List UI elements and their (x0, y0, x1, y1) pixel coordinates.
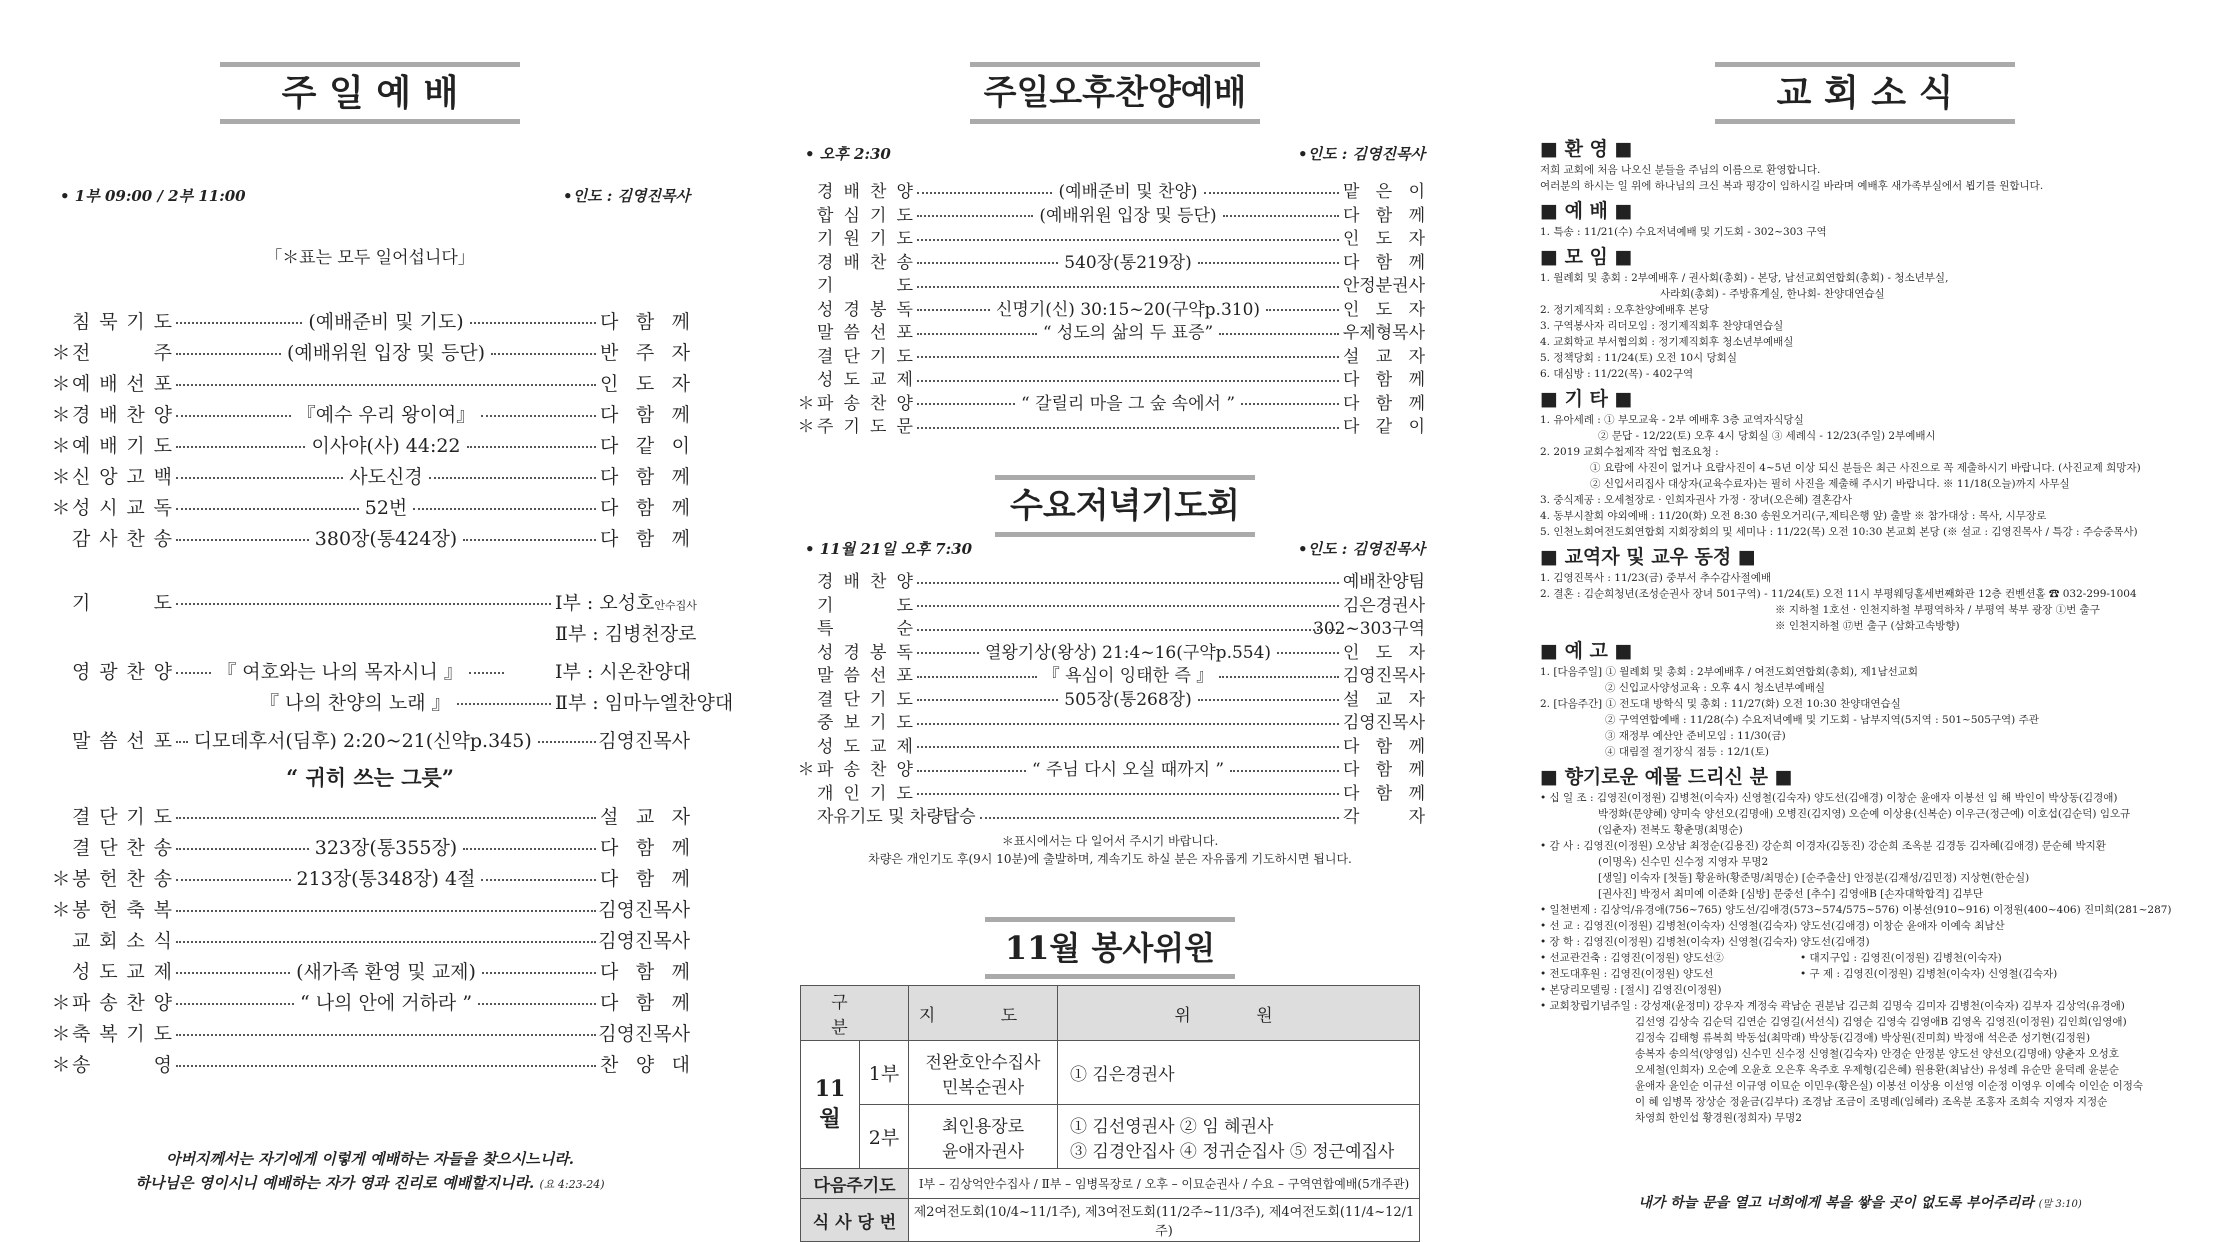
news-line: [생일] 이숙자 [첫돌] 황윤하(황준명/최명순) [순주출산] 안정분(김재성/김민정) 지상현(한순실) (1598, 872, 2030, 884)
order-item (795, 568, 1425, 591)
order-detail: “ 갈릴리 마을 그 숲 속에서 ” (1020, 393, 1236, 414)
order-person: 다 함 께 (1343, 205, 1425, 226)
order-detail: “ 주님 다시 오실 때까지 ” (1031, 760, 1225, 780)
order-item (50, 924, 690, 954)
order-name: 예 배 선 포 (72, 372, 172, 395)
order-name: 성 시 교 독 (72, 496, 172, 519)
section-offerings: ■ 향기로운 예물 드리신 분 ■ (1540, 766, 1793, 788)
order-person: 설 교 자 (600, 805, 690, 828)
order-name: 주 기 도 문 (817, 417, 913, 437)
order-person: 다 함 께 (1343, 252, 1425, 273)
order-name: 기 도 (817, 276, 913, 296)
news-line: 5. 정책당회 : 11/24(토) 오전 10시 당회실 (1540, 352, 1737, 364)
meal-duty-value: 제2여전도회(10/4~11/1주), 제3여전도회(11/2주~11/3주), 제4여전도회(11/4~12/1주) (909, 1199, 1420, 1242)
order-item (50, 522, 690, 552)
order-name: 기 도 (817, 595, 913, 616)
news-line: ※ 지하철 1호선 · 인천지하철 부평역하차 / 부평역 북부 광장 ①번 출구 (1775, 604, 2100, 616)
order-detail: “ 나의 안에 거하라 ” (299, 991, 473, 1014)
news-line: 3. 중식제공 : 오세철장로 · 인희자권사 가정 · 장녀(오은혜) 결혼감사 (1540, 494, 1853, 506)
closing-verse: 내가 하늘 문을 열고 너희에게 복을 쌓을 곳이 없도록 부어주리라 (말 3:10) (1638, 1195, 2082, 1211)
news-line: • 일천번제 : 김상억/유경애(756~765) 양도선/김애경(573~574/575~576) 이봉선(910~916) 이정원(400~406) 진미희(281~287) (1540, 904, 2172, 916)
part-2: 2부 (860, 1105, 909, 1169)
section-welcome: ■ 환 영 ■ (1540, 138, 1633, 160)
stand-marker: ＊ (51, 991, 71, 1014)
order-name: 자유기도 및 차량탑승 (817, 807, 976, 827)
news-line: 김정숙 김태형 류복희 박동섭(최막래) 박상동(김경애) 박상원(진미희) 박정애 석은준 성기현(김정원) (1635, 1032, 2091, 1044)
news-line: 윤애자 윤인순 이규선 이규영 이묘순 이민우(황은실) 이봉선 이상용 이선영 이순정 이영우 이예숙 이인순 이정숙 (1635, 1080, 2144, 1092)
order-item (795, 249, 1425, 272)
news-line: 1. 월례회 및 총회 : 2부예배후 / 권사회(총회) - 본당, 남선교회연합회(총회) - 청소년부실, (1540, 272, 1949, 284)
stand-marker: ＊ (51, 465, 71, 488)
order-name: 봉 헌 찬 송 (72, 867, 172, 890)
order-item (50, 831, 690, 861)
news-line: 오세철(인희자) 오순예 오윤호 오은후 옥주호 우제형(김은혜) 원용환(최남산) 유성례 유순만 윤덕례 윤분순 (1635, 1064, 2119, 1076)
news-line: 2. [다음주간] ① 전도대 방학식 및 총회 : 11/27(화) 오전 10:30 찬양대연습실 (1540, 698, 1901, 710)
order-name: 결 단 기 도 (72, 805, 172, 828)
order-person: 다 함 께 (600, 496, 690, 519)
order-item (50, 336, 690, 366)
order-item (50, 305, 690, 335)
news-line: 사라회(총회) - 주방휴게실, 한나회- 찬양대연습실 (1660, 288, 1885, 300)
wednesday-note-2: 차량은 개인기도 후(9시 10분)에 출발하며, 계속기도 하실 분은 자유롭게 기도하시면 됩니다. (868, 852, 1352, 866)
order-detail: 505장(통268장) (1064, 689, 1192, 710)
order-detail: “ 성도의 삶의 두 표증” (1042, 323, 1214, 343)
worship-leader: •인도 : 김영진목사 (563, 187, 690, 205)
news-line: 1. 김영진목사 : 11/23(금) 중부서 추수감사절예배 (1540, 572, 1771, 584)
praise-1: 『 여호와는 나의 목자시니 』 (217, 660, 463, 683)
column-sunday-worship (50, 0, 734, 1240)
wednesday-leader: •인도 : 김영진목사 (1298, 540, 1425, 558)
order-person: 다 함 께 (1343, 393, 1425, 414)
order-person: 다 함 께 (600, 991, 690, 1014)
news-line: 송복자 송의석(양영임) 신수민 신수정 신영철(김숙자) 안경순 안정분 양도선 양선오(김명애) 양춘자 오성호 (1635, 1048, 2119, 1060)
order-name: 성 경 봉 독 (817, 642, 913, 663)
order-item-praise-2 (50, 686, 734, 716)
prayer-1-title: 안수집사 (654, 598, 697, 612)
stand-marker: ＊ (51, 403, 71, 426)
order-name: 말 씀 선 포 (817, 323, 913, 343)
order-item-praise (50, 655, 690, 685)
order-item-prayer-2 (50, 617, 697, 647)
news-line: 4. 교회학교 부서협의회 : 정기제직회후 청소년부예배실 (1540, 336, 1794, 348)
order-item-sermon (50, 724, 690, 754)
meal-duty-label: 식 사 당 번 (801, 1199, 909, 1242)
order-item (50, 1048, 690, 1078)
order-name: 경 배 찬 양 (817, 182, 913, 202)
wednesday-time: • 11월 21일 오후 7:30 (805, 540, 973, 558)
part-1-members: ① 김은경권사 (1058, 1041, 1420, 1105)
order-name: 영 광 찬 양 (72, 660, 172, 683)
news-line: 5. 인천노회여전도회연합회 지회장회의 및 세미나 : 11/22(목) 오전 10:30 본교회 본당 (※ 설교 : 김영진목사 / 특강 : 주승중목사) (1540, 526, 2138, 538)
news-line: [권사진] 박정서 최미예 이준화 [심방] 문중선 [추수] 김영애B [손자대학합격] 김부단 (1598, 888, 1983, 900)
order-name: 파 송 찬 양 (817, 393, 913, 414)
order-person: 다 함 께 (1343, 783, 1425, 804)
order-person: 인 도 자 (600, 372, 690, 395)
news-line: • 교회창립기념주일 : 강성재(윤정미) 강우자 계정숙 곽남순 권분남 김근희 김명숙 김미자 김병천(이숙자) 김부자 김상억(유경애) (1540, 1000, 2125, 1012)
news-line: 1. 특송 : 11/21(수) 수요저녁예배 및 기도회 - 302~303 구역 (1540, 226, 1827, 238)
order-name: 감 사 찬 송 (72, 527, 172, 550)
order-name: 성 도 교 제 (817, 736, 913, 757)
news-line: 2. 정기제직회 : 오후찬양예배후 본당 (1540, 304, 1709, 316)
order-item (795, 803, 1425, 826)
order-item (795, 592, 1425, 615)
order-detail: (새가족 환영 및 교제) (296, 960, 476, 983)
order-item (795, 319, 1425, 342)
next-week-prayer-label: 다음주기도 (801, 1169, 909, 1199)
order-item (795, 662, 1425, 685)
order-person: 다 함 께 (600, 960, 690, 983)
order-name: 개 인 기 도 (817, 783, 913, 804)
afternoon-leader: •인도 : 김영진목사 (1298, 145, 1425, 163)
order-person: 안정분권사 (1342, 276, 1425, 296)
order-name: 축 복 기 도 (72, 1022, 172, 1045)
news-line: 여러분의 하시는 일 위에 하나님의 크신 복과 평강이 임하시길 바라며 예배후 새가족부실에서 뵙기를 원합니다. (1540, 180, 2044, 192)
news-line: 저희 교회에 처음 나오신 분들을 주님의 이름으로 환영합니다. (1540, 164, 1821, 176)
order-person: 인 도 자 (1343, 642, 1425, 663)
order-name: 말 씀 선 포 (817, 666, 913, 686)
news-line: 6. 대심방 : 11/22(목) - 402구역 (1540, 368, 1694, 380)
section-pastor-news: ■ 교역자 및 교우 동정 ■ (1540, 546, 1756, 568)
order-name: 합 심 기 도 (817, 205, 913, 226)
order-name: 성 도 교 제 (817, 370, 913, 390)
order-name: 경 배 찬 양 (72, 403, 172, 426)
order-item (795, 272, 1425, 295)
order-person: 인 도 자 (1343, 229, 1425, 249)
order-item (50, 460, 690, 490)
church-news-title: 교 회 소 식 (1715, 62, 2015, 124)
order-person: 다 같 이 (600, 434, 690, 457)
prayer-2: Ⅱ부 : 김병천장로 (555, 622, 697, 645)
part-1-leaders: 전완호안수집사 민복순권사 (909, 1041, 1058, 1105)
order-detail: 213장(통348장) 4절 (296, 867, 476, 890)
afternoon-worship-title: 주일오후찬양예배 (970, 62, 1260, 124)
verse-line-1: 아버지께서는 자기에게 이렇게 예배하는 자들을 찾으시느니라. (165, 1150, 575, 1168)
order-person: 찬 양 대 (600, 1053, 690, 1076)
order-person: 다 함 께 (1343, 370, 1425, 390)
table-header-category: 구 분 (801, 986, 909, 1041)
order-item (50, 986, 690, 1016)
news-line: • 선 교 : 김영진(이정원) 김병천(이숙자) 신영철(김숙자) 양도선(김애경) 이창순 윤애자 이예숙 최남산 (1540, 920, 2005, 932)
order-item (50, 862, 690, 892)
order-person: 김영진목사 (598, 898, 690, 921)
news-line: • 전도대후원 : 김영진(이정원) 양도선 • 구 제 : 김영진(이정원) 김병천(이숙자) 신영철(김숙자) (1540, 968, 2058, 980)
order-name: 전 주 (72, 341, 172, 364)
news-line: ② 구역연합예배 : 11/28(수) 수요저녁예배 및 기도회 - 남부지역(5지역 : 501~505구역) 주관 (1605, 714, 2039, 726)
order-item (795, 390, 1425, 413)
stand-marker: ＊ (797, 417, 815, 437)
order-name: 교 회 소 식 (72, 929, 172, 952)
table-header-leader: 지 도 (909, 986, 1058, 1041)
news-line: 3. 구역봉사자 리더모임 : 정기제직회후 찬양대연습실 (1540, 320, 1784, 332)
order-person: 예배찬양팀 (1342, 572, 1425, 592)
order-detail: 사도신경 (349, 465, 423, 488)
order-detail: 323장(통355장) (314, 836, 458, 859)
order-person: 김영진목사 (598, 929, 690, 952)
news-line: 1. 유아세례 : ① 부모교육 - 2부 예배후 3층 교역자식당실 (1540, 414, 1804, 426)
order-person: 302~303구역 (1313, 619, 1425, 639)
order-detail: 이사야(사) 44:22 (311, 434, 461, 457)
worship-time: • 1부 09:00 / 2부 11:00 (60, 187, 246, 205)
part-1: 1부 (860, 1041, 909, 1105)
stand-marker: ＊ (51, 1053, 71, 1076)
order-person: 다 함 께 (600, 867, 690, 890)
news-line: ② 신입서리집사 대상자(교육수료자)는 필히 사진을 제출해 주시기 바랍니다. ※ 11/18(오늘)까지 사무실 (1590, 478, 2070, 490)
order-detail: (예배위원 입장 및 등단) (1039, 205, 1217, 226)
order-name: 송 영 (72, 1053, 172, 1076)
order-person: 김영진목사 (598, 1022, 690, 1045)
wednesday-prayer-title: 수요저녁기도회 (995, 475, 1255, 537)
order-detail: 『 욕심이 잉태한 즉 』 (1042, 666, 1214, 686)
order-name: 말 씀 선 포 (72, 729, 172, 752)
order-item (795, 296, 1425, 319)
order-person: 다 같 이 (1343, 417, 1425, 437)
order-item (795, 178, 1425, 201)
order-item (50, 367, 690, 397)
news-line: ③ 재정부 예산안 준비모임 : 11/30(금) (1605, 730, 1786, 742)
verse-ref: (요 4:23-24) (539, 1178, 605, 1191)
order-person: 인 도 자 (1343, 299, 1425, 320)
order-name: 파 송 찬 양 (817, 760, 913, 780)
order-person: 설 교 자 (1343, 346, 1425, 367)
order-name: 기 도 (72, 591, 172, 614)
month-cell: 11월 (801, 1041, 860, 1169)
order-item-prayer (50, 586, 697, 616)
order-item (50, 1017, 690, 1047)
news-line: 4. 동부시찰회 야외예배 : 11/20(화) 오전 8:30 송원오거리(구,제티은행 앞) 출발 ※ 참가대상 : 목사, 시무장로 (1540, 510, 2047, 522)
stand-marker: ＊ (51, 496, 71, 519)
news-line: • 장 학 : 김영진(이정원) 김병천(이숙자) 신영철(김숙자) 양도선(김애경) (1540, 936, 1870, 948)
section-notice: ■ 예 고 ■ (1540, 640, 1633, 662)
stand-marker: ＊ (51, 867, 71, 890)
order-detail: 신명기(신) 30:15~20(구약p.310) (995, 299, 1261, 320)
order-item (50, 429, 690, 459)
praise-2-choir: Ⅱ부 : 임마누엘찬양대 (555, 691, 734, 714)
sermon-title: “ 귀히 쓰는 그릇” (286, 765, 454, 790)
order-item (50, 893, 690, 923)
wednesday-note-1: ＊표시에서는 다 일어서 주시기 바랍니다. (1001, 834, 1219, 848)
news-line: • 선교관건축 : 김영진(이정원) 양도선② • 대지구입 : 김영진(이정원) 김병천(이숙자) (1540, 952, 2002, 964)
news-line: • 십 일 조 : 김영진(이정원) 김병천(이숙자) 신영철(김숙자) 양도선(김애경) 이창순 윤애자 이봉선 임 해 박인이 박상동(김경애) (1540, 792, 2118, 804)
order-item (50, 800, 690, 830)
order-name: 파 송 찬 양 (72, 991, 172, 1014)
news-line: 1. [다음주일] ① 월례회 및 총회 : 2부예배후 / 여전도회연합회(총회), 제1남선교회 (1540, 666, 1919, 678)
order-person: 다 함 께 (600, 527, 690, 550)
order-name: 경 배 찬 송 (817, 252, 913, 273)
order-item (795, 366, 1425, 389)
order-item (50, 491, 690, 521)
order-detail: 52번 (364, 496, 408, 519)
news-line: ④ 대림절 절기장식 점등 : 12/1(토) (1605, 746, 1769, 758)
order-person: 김은경권사 (1342, 595, 1425, 616)
order-item (50, 398, 690, 428)
order-name: 성 경 봉 독 (817, 299, 913, 320)
section-meetings: ■ 모 임 ■ (1540, 246, 1633, 268)
order-name: 결 단 기 도 (817, 689, 913, 710)
order-item (795, 225, 1425, 248)
news-line: ② 문답 - 12/22(토) 오후 4시 당회실 ③ 세례식 - 12/23(주일) 2부예배시 (1598, 430, 1936, 442)
stand-marker: ＊ (797, 393, 815, 414)
order-detail: 380장(통424장) (314, 527, 458, 550)
news-line: 김선영 김상숙 김순덕 김연순 김영길(서선식) 김영순 김영숙 김영애B 김영옥 김영진(이정원) 김인희(임영애) (1635, 1016, 2127, 1028)
afternoon-time: • 오후 2:30 (805, 145, 891, 163)
praise-1-choir: Ⅰ부 : 시온찬양대 (555, 660, 692, 683)
order-person: 다 함 께 (600, 310, 690, 333)
order-person: 다 함 께 (1343, 760, 1425, 780)
praise-2: 『 나의 찬양의 노래 』 (260, 691, 451, 714)
news-line: ① 요람에 사진이 없거나 요람사진이 4~5년 이상 되신 분들은 최근 사진으로 꼭 제출하시기 바랍니다. (사진교제 희망자) (1590, 462, 2141, 474)
stand-marker: ＊ (51, 341, 71, 364)
order-detail: 『예수 우리 왕이여』 (296, 403, 476, 426)
order-name: 기 원 기 도 (817, 229, 913, 249)
order-person: 김영진목사 (1342, 666, 1425, 686)
order-name: 결 단 찬 송 (72, 836, 172, 859)
section-worship: ■ 예 배 ■ (1540, 200, 1633, 222)
order-person: 다 함 께 (600, 465, 690, 488)
verse-line-2: 하나님은 영이시니 예배하는 자가 영과 진리로 예배할지니라. (요 4:23-24) (135, 1174, 605, 1192)
order-name: 예 배 기 도 (72, 434, 172, 457)
stand-marker: ＊ (51, 372, 71, 395)
sunday-worship-title: 주 일 예 배 (220, 62, 520, 124)
part-2-leaders: 최인용장로 윤애자권사 (909, 1105, 1058, 1169)
news-line: (이명옥) 신수민 신수정 지영자 무명2 (1598, 856, 1769, 868)
order-person: 다 함 께 (1343, 736, 1425, 757)
order-name: 특 순 (817, 619, 913, 639)
order-item (795, 343, 1425, 366)
order-item (795, 686, 1425, 709)
november-volunteers-title: 11월 봉사위원 (985, 917, 1235, 979)
order-item (795, 733, 1425, 756)
part-2-members: ① 김선영권사 ② 임 혜권사 ③ 김경안집사 ④ 정귀순집사 ⑤ 정근예집사 (1058, 1105, 1420, 1169)
prayer-1: Ⅰ부 : 오성호 (555, 591, 655, 614)
stand-marker: ＊ (51, 1022, 71, 1045)
order-detail: 열왕기상(왕상) 21:4~16(구약p.554) (984, 642, 1272, 663)
news-line: (임춘자) 전복도 황춘명(최명순) (1598, 824, 1743, 836)
order-item (795, 780, 1425, 803)
volunteers-table (800, 985, 1420, 1242)
news-line: ※ 인천지하철 ⑰번 출구 (삼화고속방향) (1775, 620, 1960, 632)
news-line: • 감 사 : 김영진(이정원) 오상남 최정순(김용진) 강순희 이경자(김동진) 강순희 조옥분 김경동 김자혜(김애경) 문순혜 박지환 (1540, 840, 2106, 852)
order-item (50, 955, 690, 985)
news-line: 2. 결혼 : 김순희청년(조성순권사 장녀 501구역) - 11/24(토) 오전 11시 부평웨딩홀세번째화관 12층 컨벤션홀 ☎ 032-299-1004 (1540, 588, 2137, 600)
stand-marker: ＊ (797, 760, 815, 780)
news-line: • 본당리모델링 : [절시] 김영진(이정원) (1540, 984, 1722, 996)
order-name: 중 보 기 도 (817, 713, 913, 733)
order-item (795, 709, 1425, 732)
order-name: 신 앙 고 백 (72, 465, 172, 488)
order-item (795, 413, 1425, 436)
next-week-prayer-value: Ⅰ부 – 김상억안수집사 / Ⅱ부 – 임병목장로 / 오후 – 이묘순권사 / 수요 – 구역연합예배(5개주관) (909, 1169, 1420, 1199)
order-name: 경 배 찬 양 (817, 572, 913, 592)
closing-verse-ref: (말 3:10) (2038, 1199, 2082, 1210)
order-name: 성 도 교 제 (72, 960, 172, 983)
order-person: 다 함 께 (600, 403, 690, 426)
order-detail: (예배위원 입장 및 등단) (286, 341, 486, 364)
order-item (795, 615, 1425, 638)
order-detail: (예배준비 및 기도) (308, 310, 464, 333)
order-person: 우제형목사 (1342, 323, 1425, 343)
news-line: 이 혜 임병목 장상순 정윤금(김부다) 조경남 조금이 조명례(임혜라) 조옥분 조홍자 조희숙 지영자 지정순 (1635, 1096, 2108, 1108)
order-person: 다 함 께 (600, 836, 690, 859)
order-person: 김영진목사 (1342, 713, 1425, 733)
order-item (795, 756, 1425, 779)
column-afternoon-worship (795, 0, 1425, 1240)
news-line: ② 신입교사양성교육 : 오후 4시 청소년부예배실 (1605, 682, 1825, 694)
section-etc: ■ 기 타 ■ (1540, 388, 1633, 410)
news-body (1540, 132, 2180, 1126)
order-person: 각 자 (1343, 807, 1425, 827)
order-name: 침 묵 기 도 (72, 310, 172, 333)
column-church-news (1540, 0, 2180, 1240)
news-line: 박정화(문양혜) 양미숙 양선오(김명애) 오병진(김지영) 오순예 이상용(신복순) 이우근(정근예) 이호섭(김순덕) 임오규 (1598, 808, 2131, 820)
sermon-preacher: 김영진목사 (598, 729, 690, 752)
order-name: 결 단 기 도 (817, 346, 913, 367)
order-person: 맡 은 이 (1343, 182, 1425, 202)
news-line: 2. 2019 교회수첩제작 작업 협조요청 : (1540, 446, 1719, 458)
sermon-text: 디모데후서(딤후) 2:20~21(신약p.345) (193, 729, 532, 752)
stand-marker: ＊ (51, 898, 71, 921)
order-item (795, 639, 1425, 662)
order-detail: (예배준비 및 찬양) (1058, 182, 1198, 202)
order-person: 설 교 자 (1343, 689, 1425, 710)
order-item (795, 202, 1425, 225)
order-person: 반 주 자 (600, 341, 690, 364)
standing-note: 「＊표는 모두 일어섭니다」 (265, 248, 475, 268)
stand-marker: ＊ (51, 434, 71, 457)
order-name: 봉 헌 축 복 (72, 898, 172, 921)
news-line: 차영희 한인섭 황경원(정희자) 무명2 (1635, 1112, 1802, 1124)
order-detail: 540장(통219장) (1064, 252, 1192, 273)
table-header-members: 위 원 (1058, 986, 1420, 1041)
